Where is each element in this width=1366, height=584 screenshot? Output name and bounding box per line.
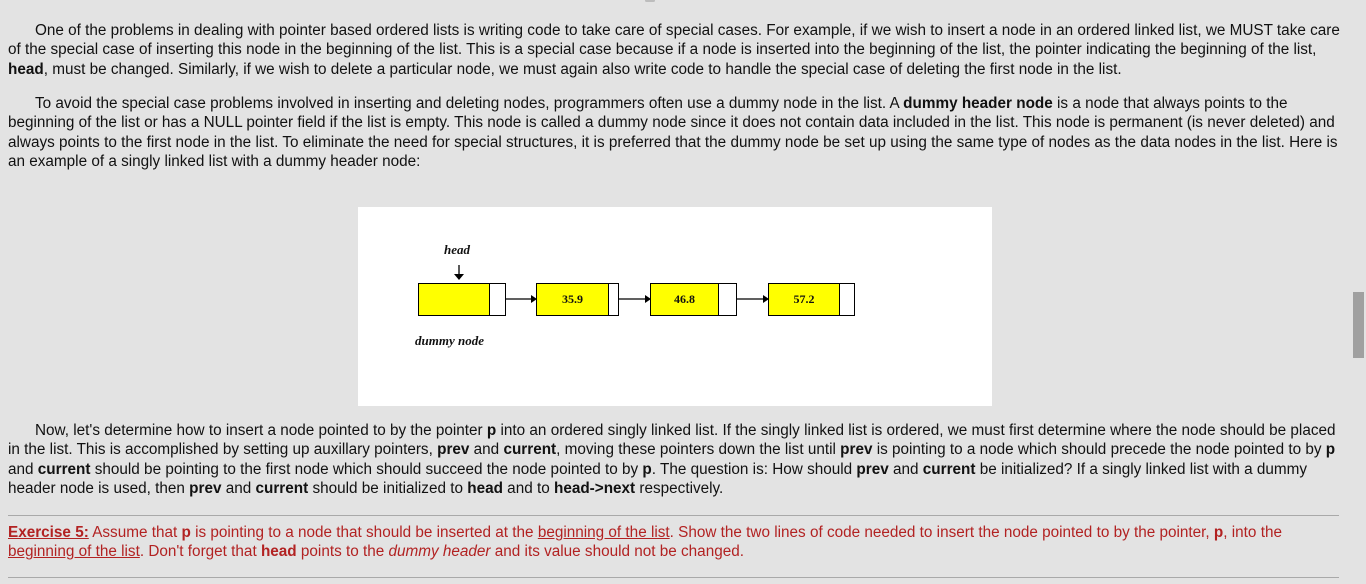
text-span: . The question is: How should	[651, 460, 857, 478]
list-node	[536, 283, 619, 316]
text-span: into an ordered singly linked list. If the singly linked list is ordered, we must first determine where the node should be placed in the list. This is accomplished by setting up auxillary pointers,	[8, 422, 1336, 459]
exercise-label[interactable]: Exercise 5:	[8, 524, 89, 541]
node-null-pointer	[839, 284, 854, 315]
term-dummy-header: dummy header	[388, 543, 491, 561]
text-span: be initialized? If a singly linked list with a dummy header node is used, then	[8, 460, 1308, 497]
keyword-p: p	[642, 460, 652, 478]
keyword-current: current	[255, 479, 309, 497]
text-span: is pointing to a node that should be inserted at the	[190, 524, 538, 541]
text-span: and	[221, 479, 256, 497]
dummy-node-data	[419, 284, 489, 315]
text-span: respectively.	[635, 479, 724, 497]
node-value: 46.8	[651, 284, 718, 315]
keyword-current: current	[37, 460, 91, 478]
dummy-node	[418, 283, 506, 316]
text-span: , into the	[1223, 524, 1282, 541]
scrollbar-thumb[interactable]	[1353, 292, 1364, 358]
text-span: should be initialized to	[308, 479, 468, 497]
keyword-p: p	[1325, 441, 1336, 459]
text-span: and to	[502, 479, 554, 497]
dummy-node-pointer	[489, 284, 505, 315]
text-span: and	[8, 460, 38, 478]
text-span: Now, let's determine how to insert a node pointed to by the pointer	[35, 422, 487, 439]
keyword-prev: prev	[437, 441, 470, 459]
link-beginning-of-list[interactable]: beginning of the list	[537, 524, 670, 541]
text-span: and	[888, 460, 923, 478]
linked-list-figure	[358, 207, 992, 406]
keyword-p: p	[1213, 524, 1224, 541]
keyword-p: p	[181, 524, 191, 541]
text-span: is a node that always points to the beginning of the list or has a NULL pointer field if the list is empty. This node is called a dummy node since it does not contain data included in the list. This node is permanent (is never deleted) and always points to the first node in the list. To eliminate the need for special structures, it is preferred that the dummy node be set up using the same type of nodes as the data nodes in the list. Here is an example of a singly linked list with a dummy header node:	[8, 95, 1338, 170]
paragraph-insert-node	[8, 421, 1344, 498]
keyword-head: head	[260, 543, 297, 561]
vertical-scrollbar[interactable]	[1349, 0, 1366, 584]
text-span: and	[469, 441, 504, 459]
node-value: 35.9	[537, 284, 608, 315]
list-node	[768, 283, 855, 316]
paragraph-dummy-node	[8, 94, 1344, 171]
text-span: points to the	[296, 543, 389, 561]
keyword-prev: prev	[840, 441, 873, 459]
text-span: One of the problems in dealing with pointer based ordered lists is writing code to take care of special cases. For example, if we wish to insert a node in an ordered linked list, we MUST take care of the special case of inserting this node in the beginning of the list. This is a special case because if a node is inserted into the beginning of the list, the pointer indicating the beginning of the list,	[8, 22, 1340, 59]
keyword-prev: prev	[189, 479, 222, 497]
keyword-head-next: head->next	[553, 479, 636, 497]
text-span: should be pointing to the first node which should succeed the node pointed to by	[90, 460, 643, 478]
keyword-prev: prev	[856, 460, 889, 478]
text-span: Assume that	[88, 524, 182, 541]
node-pointer	[608, 284, 618, 315]
keyword-p: p	[486, 422, 497, 439]
term-dummy-header-node: dummy header node	[903, 95, 1053, 112]
link-beginning-of-list[interactable]: beginning of the list	[8, 543, 140, 561]
text-span: and its value should not be changed.	[490, 543, 744, 561]
keyword-current: current	[922, 460, 976, 478]
text-span: is pointing to a node which should precede the node pointed to by	[872, 441, 1326, 459]
exercise-5	[8, 523, 1344, 562]
section-divider	[8, 577, 1339, 578]
text-span: . Show the two lines of code needed to insert the node pointed to by the pointer,	[669, 524, 1214, 541]
list-node	[650, 283, 737, 316]
head-label: head	[444, 242, 470, 257]
dummy-node-label: dummy node	[415, 333, 484, 348]
keyword-current: current	[503, 441, 557, 459]
paragraph-special-cases	[8, 21, 1344, 79]
text-span: . Don't forget that	[139, 543, 261, 561]
node-pointer	[718, 284, 736, 315]
keyword-head: head	[8, 60, 44, 78]
head-arrowhead	[454, 274, 464, 280]
top-edge-mark	[645, 0, 655, 2]
section-divider	[8, 515, 1339, 516]
text-span: To avoid the special case problems involved in inserting and deleting nodes, programmers often use a dummy node in the list. A	[35, 95, 904, 112]
text-span: , moving these pointers down the list until	[556, 441, 841, 459]
text-span: , must be changed. Similarly, if we wish to delete a particular node, we must again also write code to handle the special case of deleting the first node in the list.	[43, 60, 1122, 78]
node-value: 57.2	[769, 284, 839, 315]
keyword-head: head	[467, 479, 503, 497]
